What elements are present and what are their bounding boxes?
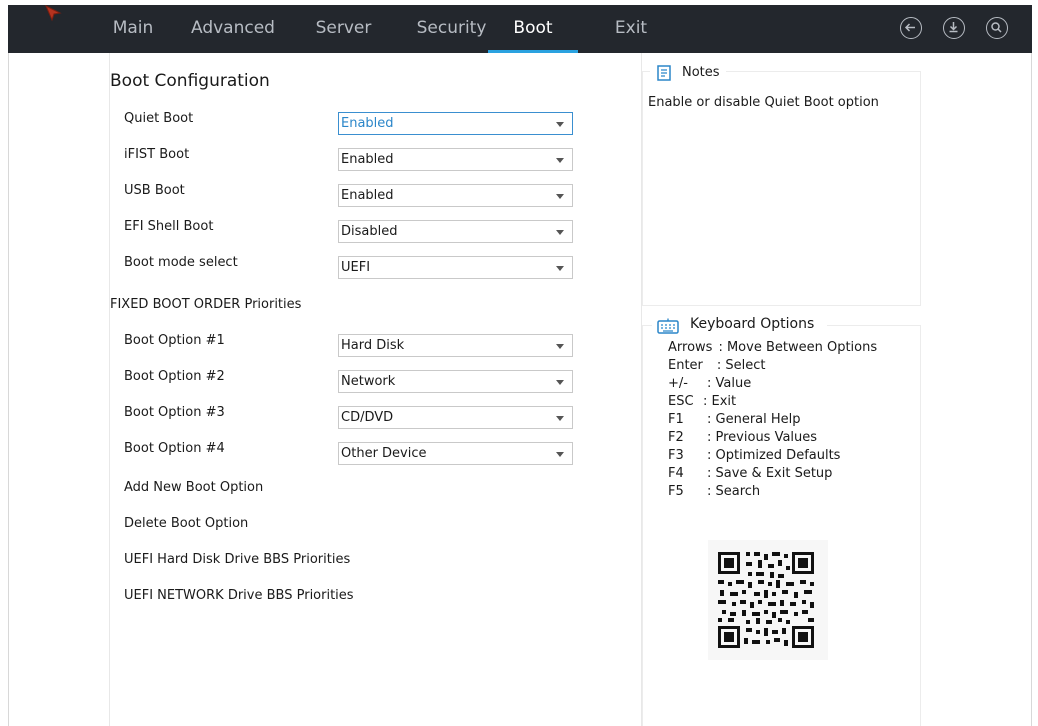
notes-text: Enable or disable Quiet Boot option xyxy=(648,95,879,110)
keyboard-icon xyxy=(657,318,679,334)
add-new-boot-option-link[interactable]: Add New Boot Option xyxy=(124,480,264,495)
setting-label-usb-boot: USB Boot xyxy=(124,183,185,198)
boot-option-3-select[interactable] xyxy=(338,406,573,429)
boot-option-label-2: Boot Option #2 xyxy=(124,369,225,384)
page-title: Boot Configuration xyxy=(110,71,270,91)
setting-label-quiet-boot: Quiet Boot xyxy=(124,111,194,126)
keyboard-options-title: Keyboard Options xyxy=(690,316,815,332)
setting-label-ifist-boot: iFIST Boot xyxy=(124,147,190,162)
efi-shell-boot-select[interactable] xyxy=(338,220,573,243)
chevron-down-icon xyxy=(556,122,564,127)
boot-option-2-select[interactable] xyxy=(338,370,573,393)
kb-option xyxy=(668,340,877,355)
tab-advanced[interactable]: Advanced xyxy=(191,18,275,38)
kb-option xyxy=(668,376,751,391)
setting-label-boot-mode: Boot mode select xyxy=(124,255,238,270)
chevron-down-icon xyxy=(556,266,564,271)
usb-boot-select[interactable] xyxy=(338,184,573,207)
boot-option-1-select[interactable] xyxy=(338,334,573,357)
chevron-down-icon xyxy=(556,452,564,457)
select-value: Hard Disk xyxy=(341,338,405,353)
notes-icon xyxy=(656,65,672,81)
kb-key: F5 xyxy=(668,484,684,499)
back-icon[interactable] xyxy=(900,17,922,39)
frame-divider xyxy=(8,53,9,726)
boot-option-4-select[interactable] xyxy=(338,442,573,465)
top-navigation-bar xyxy=(8,5,1032,53)
kb-desc: : Move Between Options xyxy=(718,340,878,355)
chevron-down-icon xyxy=(556,230,564,235)
kb-desc: : Optimized Defaults xyxy=(707,448,841,463)
kb-key: F4 xyxy=(668,466,684,481)
kb-option xyxy=(668,412,801,427)
kb-desc: : General Help xyxy=(707,412,801,427)
select-value: Network xyxy=(341,374,396,389)
boot-option-label-4: Boot Option #4 xyxy=(124,441,225,456)
frame-divider xyxy=(1031,53,1032,726)
qr-code-image xyxy=(708,540,828,660)
chevron-down-icon xyxy=(556,344,564,349)
tab-security[interactable]: Security xyxy=(416,18,487,38)
select-value: UEFI xyxy=(341,260,371,275)
qr-code xyxy=(708,540,828,660)
kb-option xyxy=(668,430,817,445)
setting-label-efi-shell-boot: EFI Shell Boot xyxy=(124,219,214,234)
kb-key: Enter xyxy=(668,358,703,373)
search-icon[interactable] xyxy=(986,17,1008,39)
select-value: Enabled xyxy=(341,116,394,131)
kb-option xyxy=(668,484,760,499)
chevron-down-icon xyxy=(556,194,564,199)
tab-exit[interactable]: Exit xyxy=(614,18,648,38)
kb-desc: : Exit xyxy=(703,394,737,409)
uefi-network-bbs-priorities-link[interactable]: UEFI NETWORK Drive BBS Priorities xyxy=(124,588,354,603)
kb-option xyxy=(668,358,766,373)
chevron-down-icon xyxy=(556,158,564,163)
select-value: Enabled xyxy=(341,152,394,167)
kb-key: F1 xyxy=(668,412,684,427)
kb-key: +/- xyxy=(668,376,688,391)
kb-key: ESC xyxy=(668,394,694,409)
tab-main[interactable]: Main xyxy=(112,18,154,38)
kb-desc: : Search xyxy=(707,484,761,499)
boot-mode-select[interactable] xyxy=(338,256,573,279)
quiet-boot-select[interactable] xyxy=(338,112,573,135)
kb-option xyxy=(668,466,832,481)
delete-boot-option-link[interactable]: Delete Boot Option xyxy=(124,516,249,531)
content-divider xyxy=(109,53,110,726)
kb-option xyxy=(668,394,736,409)
chevron-down-icon xyxy=(556,416,564,421)
select-value: CD/DVD xyxy=(341,410,394,425)
kb-desc: : Value xyxy=(707,376,752,391)
select-value: Other Device xyxy=(341,446,427,461)
save-download-icon[interactable] xyxy=(943,17,965,39)
kb-key: F3 xyxy=(668,448,684,463)
boot-option-label-3: Boot Option #3 xyxy=(124,405,225,420)
kb-key: Arrows xyxy=(668,340,713,355)
tab-server[interactable]: Server xyxy=(315,18,372,38)
kb-option xyxy=(668,448,840,463)
kb-desc: : Select xyxy=(716,358,766,373)
boot-option-label-1: Boot Option #1 xyxy=(124,333,225,348)
select-value: Disabled xyxy=(341,224,398,239)
chevron-down-icon xyxy=(556,380,564,385)
kb-desc: : Previous Values xyxy=(707,430,818,445)
notes-title: Notes xyxy=(682,65,720,80)
mouse-cursor-icon xyxy=(45,5,63,23)
tab-boot[interactable]: Boot xyxy=(488,5,578,53)
uefi-hdd-bbs-priorities-link[interactable]: UEFI Hard Disk Drive BBS Priorities xyxy=(124,552,351,567)
section-subtitle: FIXED BOOT ORDER Priorities xyxy=(110,297,302,312)
select-value: Enabled xyxy=(341,188,394,203)
ifist-boot-select[interactable] xyxy=(338,148,573,171)
kb-key: F2 xyxy=(668,430,684,445)
toolbar-icons xyxy=(884,17,1008,41)
kb-desc: : Save & Exit Setup xyxy=(707,466,833,481)
